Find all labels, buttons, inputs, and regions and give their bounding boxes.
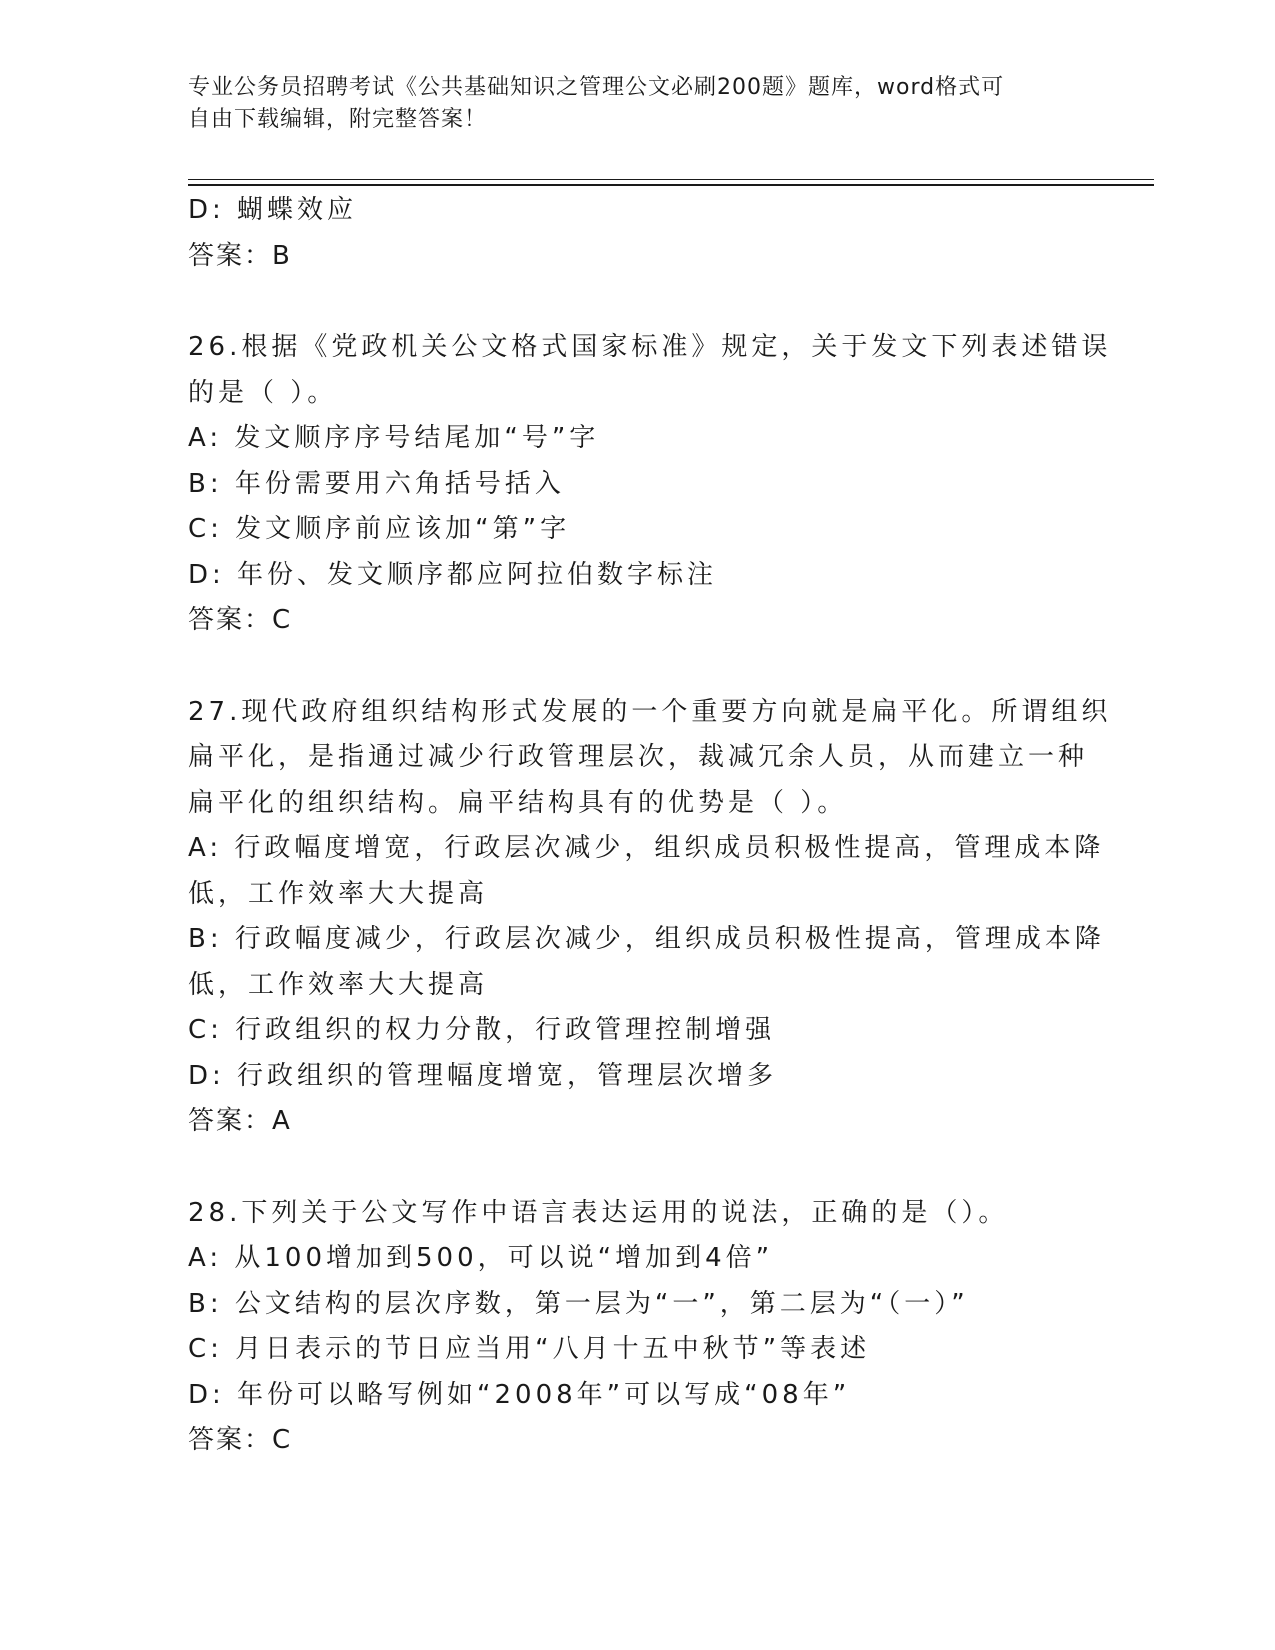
- question-28: [188, 1191, 1088, 1464]
- header-divider-thick: [188, 184, 1154, 186]
- header-divider-thin: [188, 179, 1154, 180]
- answer-line: 答案：C: [188, 1425, 293, 1455]
- question-27: [188, 690, 1112, 1145]
- question-spacer: [188, 1145, 1088, 1191]
- question-stem: 27.现代政府组织结构形式发展的一个重要方向就是扁平化。所谓组织: [188, 696, 1112, 727]
- option-a: A: 从100增加到500，可以说“增加到4倍”: [188, 1243, 774, 1273]
- question-spacer: [188, 279, 1088, 325]
- question-list: [188, 188, 1112, 1464]
- option-c: C: 月日表示的节日应当用“八月十五中秋节”等表述: [188, 1334, 871, 1364]
- option-a: A: 行政幅度增宽，行政层次减少，组织成员积极性提高，管理成本降: [188, 833, 1105, 863]
- option-b: B: 公文结构的层次序数，第一层为“一”，第二层为“（一）”: [188, 1288, 969, 1319]
- answer-line: 答案：C: [188, 605, 293, 635]
- option-c: C: 行政组织的权力分散，行政管理控制增强: [188, 1015, 776, 1045]
- option-b: B: 年份需要用六角括号括入: [188, 468, 565, 499]
- option-c: C: 发文顺序前应该加“第”字: [188, 514, 571, 544]
- option-a: A: 发文顺序序号结尾加“号”字: [188, 423, 600, 453]
- option-b: B: 行政幅度减少，行政层次减少，组织成员积极性提高，管理成本降: [188, 924, 1105, 954]
- question-26: [188, 325, 1112, 644]
- question-spacer: [188, 644, 1088, 690]
- header-line-2: 自由下载编辑，附完整答案！: [188, 107, 488, 132]
- answer-line: 答案：A: [188, 1106, 292, 1136]
- option-d: D: 年份可以略写例如“2008年”可以写成“08年”: [188, 1379, 851, 1410]
- option-b-continued: 低，工作效率大大提高: [188, 969, 489, 1000]
- option-d: D: 蝴蝶效应: [188, 195, 358, 225]
- question-stem: 扁平化，是指通过减少行政管理层次，裁减冗余人员，从而建立一种: [188, 742, 1089, 772]
- option-d: D: 年份、发文顺序都应阿拉伯数字标注: [188, 559, 718, 590]
- question-stem: 扁平化的组织结构。扁平结构具有的优势是（ ）。: [188, 787, 848, 818]
- question-stem: 28.下列关于公文写作中语言表达运用的说法，正确的是（）。: [188, 1197, 1009, 1228]
- question-fragment: [188, 188, 1088, 279]
- answer-line: 答案：B: [188, 240, 292, 271]
- header-line-1: 专业公务员招聘考试《公共基础知识之管理公文必刷200题》题库，word格式可: [188, 75, 1005, 100]
- question-stem: 的是（ ）。: [188, 377, 338, 408]
- question-stem: 26.根据《党政机关公文格式国家标准》规定，关于发文下列表述错误: [188, 332, 1112, 362]
- option-d: D: 行政组织的管理幅度增宽，管理层次增多: [188, 1060, 778, 1091]
- option-a-continued: 低，工作效率大大提高: [188, 878, 489, 909]
- page-header: [188, 72, 1068, 136]
